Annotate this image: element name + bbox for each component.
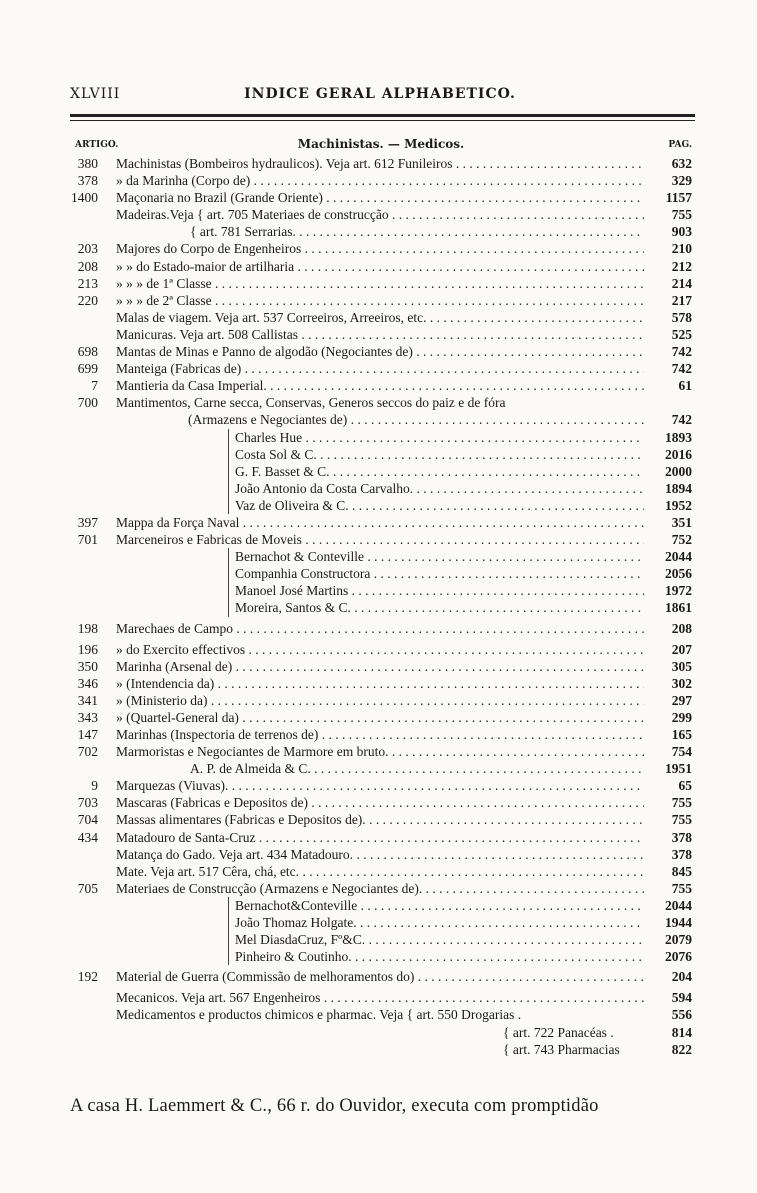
page-number: 525	[671, 326, 692, 342]
page-number: 302	[671, 675, 692, 691]
index-entry	[70, 794, 692, 811]
article-number: 7	[91, 378, 98, 394]
brace-mark	[228, 914, 235, 931]
article-number: 213	[77, 275, 98, 291]
article-number: 698	[77, 344, 98, 360]
entry-text: Matança do Gado. Veja art. 434 Matadouro. . . .	[116, 846, 644, 863]
page-number: 822	[671, 1041, 692, 1057]
entry-text: { art. 743 Pharmacias	[503, 1041, 620, 1057]
page-number: 632	[671, 156, 692, 171]
index-entry	[70, 172, 692, 189]
page-number: 1893	[665, 429, 692, 445]
entry-text: Material de Guerra (Commissão de melhoramentos do) . . .	[116, 965, 644, 989]
index-entry	[70, 275, 692, 292]
index-entry	[70, 743, 692, 760]
index-entry	[70, 480, 692, 497]
index-entry	[70, 360, 692, 377]
article-number: 341	[77, 692, 98, 708]
index-entry	[70, 394, 692, 411]
page-number: 752	[671, 532, 692, 548]
page-folio: XLVIII	[70, 86, 121, 102]
index-entry	[70, 497, 692, 514]
index-entry	[70, 1024, 692, 1041]
article-number: 380	[77, 156, 98, 171]
article-number: 434	[77, 829, 98, 845]
entry-text: » (Ministerio da) . . .	[116, 692, 644, 709]
article-number: 703	[77, 795, 98, 811]
page-number: 2079	[665, 932, 692, 948]
index-entry	[70, 377, 692, 394]
page-number: 165	[671, 727, 692, 742]
index-entry	[70, 514, 692, 531]
index-entry	[70, 617, 692, 641]
header-rule-thick	[70, 114, 695, 117]
entry-text: Machinistas (Bombeiros hydraulicos). Veja art. 612 Funileiros . . .	[116, 155, 644, 172]
brace-mark	[228, 599, 235, 616]
index-entry	[70, 897, 692, 914]
article-number: 147	[77, 727, 98, 742]
page-number: 1861	[665, 600, 692, 616]
page-number: 214	[671, 275, 692, 291]
page-number: 903	[671, 224, 692, 240]
index-entry	[70, 411, 692, 428]
brace-mark	[228, 497, 235, 514]
article-number: 705	[77, 880, 98, 896]
entry-text: Manoel José Martins . . .	[235, 582, 644, 599]
index-entry	[70, 777, 692, 794]
article-number: 701	[77, 532, 98, 548]
entry-text: Maçonaria no Brazil (Grande Oriente) . . .	[116, 189, 644, 206]
article-number: 397	[77, 514, 98, 530]
index-entry	[70, 948, 692, 965]
pag-label: PAG.	[668, 140, 692, 150]
entry-text: Companhia Constructora . . .	[235, 565, 644, 582]
entry-text: Marmoristas e Negociantes de Marmore em bruto. . . .	[116, 743, 644, 760]
page-number: 556	[671, 1007, 692, 1023]
entry-text: Mantimentos, Carne secca, Conservas, Generos seccos do paiz e de fóra	[116, 395, 506, 411]
page-number: 204	[671, 969, 692, 985]
section-title: Machinistas. — Medicos.	[297, 137, 465, 151]
brace-mark	[228, 897, 235, 914]
entry-text: Moreira, Santos & C. . . .	[235, 599, 644, 616]
entry-text: Medicamentos e productos chimicos e pharmac. Veja { art. 550 Drogarias .	[116, 1007, 522, 1023]
brace-mark	[228, 548, 235, 565]
entry-text: Marceneiros e Fabricas de Moveis . . .	[116, 531, 644, 548]
brace-mark	[228, 931, 235, 948]
article-number: 196	[77, 641, 98, 657]
entry-text: Mecanicos. Veja art. 567 Engenheiros . . .	[116, 989, 644, 1006]
page-number: 1157	[665, 190, 692, 206]
article-number: 350	[77, 658, 98, 674]
entry-text: » da Marinha (Corpo de) . . .	[116, 172, 644, 189]
article-number: 208	[77, 258, 98, 274]
article-number: 343	[77, 709, 98, 725]
page-number: 755	[671, 812, 692, 828]
page-number: 1952	[665, 497, 692, 513]
page-number: 845	[671, 863, 692, 879]
index-entry	[70, 429, 692, 446]
entry-text: G. F. Basset & C. . . .	[235, 463, 644, 480]
article-number: 9	[91, 778, 98, 794]
page-number: 299	[671, 709, 692, 725]
index-entry	[70, 1041, 692, 1058]
article-number: 702	[77, 744, 98, 760]
entry-text: Malas de viagem. Veja art. 537 Correeiros, Arreeiros, etc. . . .	[116, 309, 644, 326]
page-number: 755	[671, 880, 692, 896]
brace-mark	[228, 565, 235, 582]
entry-text: Massas alimentares (Fabricas e Depositos de). . . .	[116, 811, 644, 828]
page-number: 297	[671, 692, 692, 708]
entry-text: Bernachot & Conteville . . .	[235, 548, 644, 565]
entry-text: » do Exercito effectivos . . .	[116, 641, 644, 658]
entry-text: { art. 722 Panacéas .	[503, 1024, 614, 1040]
page-number: 2076	[665, 949, 692, 965]
index-entry	[70, 726, 692, 743]
entry-text: » » » de 2ª Classe . . .	[116, 292, 644, 309]
article-number: 704	[77, 812, 98, 828]
entry-text: Materiaes de Construcção (Armazens e Negociantes de). . . .	[116, 880, 644, 897]
page-number: 594	[671, 990, 692, 1006]
index-entry	[70, 240, 692, 257]
entry-text: » (Quartel-General da) . . .	[116, 709, 644, 726]
index-entry	[70, 206, 692, 223]
index-entry	[70, 582, 692, 599]
index-entry	[70, 343, 692, 360]
entry-text: » » » de 1ª Classe . . .	[116, 275, 644, 292]
entry-text: Manteiga (Fabricas de) . . .	[116, 360, 644, 377]
article-number: 346	[77, 675, 98, 691]
page-number: 1944	[665, 915, 692, 931]
page-number: 65	[678, 778, 692, 794]
article-number: 203	[77, 241, 98, 257]
entry-text: { art. 781 Serrarias. . . .	[190, 223, 644, 240]
page-number: 742	[671, 344, 692, 360]
page-number: 305	[671, 658, 692, 674]
entry-text: Mascaras (Fabricas e Depositos de) . . .	[116, 794, 644, 811]
entry-text: Pinheiro & Coutinho. . . .	[235, 948, 644, 965]
index-entry	[70, 309, 692, 326]
entry-text: Marechaes de Campo . . .	[116, 617, 644, 641]
brace-mark	[228, 429, 235, 446]
index-entry	[70, 863, 692, 880]
entry-text: A. P. de Almeida & C. . . .	[190, 760, 644, 777]
index-entry	[70, 811, 692, 828]
page-number: 329	[671, 173, 692, 189]
page-number: 378	[671, 829, 692, 845]
index-entry	[70, 692, 692, 709]
index-entry	[70, 965, 692, 989]
page-number: 2056	[665, 566, 692, 582]
column-header	[70, 136, 692, 152]
index-entry	[70, 531, 692, 548]
entry-text: Mappa da Força Naval . . .	[116, 514, 644, 531]
page-number: 742	[671, 412, 692, 428]
entry-text: Mel DiasdaCruz, Fº&C. . . .	[235, 931, 644, 948]
index-entry	[70, 155, 692, 172]
page-number: 212	[671, 258, 692, 274]
index-entries	[70, 155, 692, 1058]
index-entry	[70, 914, 692, 931]
page-number: 2000	[665, 463, 692, 479]
page-number: 351	[671, 514, 692, 530]
page-title: INDICE GERAL ALPHABETICO.	[244, 86, 516, 102]
index-entry	[70, 846, 692, 863]
page-number: 2044	[665, 549, 692, 565]
header-rule-thin	[70, 120, 695, 121]
page-number: 2044	[665, 897, 692, 913]
index-entry	[70, 829, 692, 846]
entry-text: Mate. Veja art. 517 Cêra, chá, etc. . . .	[116, 863, 644, 880]
entry-text: » » do Estado-maior de artilharia . . .	[116, 258, 644, 275]
page-number: 2016	[665, 446, 692, 462]
index-entry	[70, 880, 692, 897]
index-entry	[70, 675, 692, 692]
page-number: 814	[671, 1024, 692, 1040]
index-entry	[70, 292, 692, 309]
page-number: 1894	[665, 480, 692, 496]
index-entry	[70, 189, 692, 206]
entry-text: Matadouro de Santa-Cruz . . .	[116, 829, 644, 846]
index-entry	[70, 223, 692, 240]
index-entry	[70, 989, 692, 1006]
page-number: 1951	[665, 761, 692, 777]
entry-text: João Thomaz Holgate. . . .	[235, 914, 644, 931]
index-entry	[70, 709, 692, 726]
article-number: 378	[77, 173, 98, 189]
brace-mark	[228, 480, 235, 497]
page-number: 1972	[665, 583, 692, 599]
entry-text: Charles Hue . . .	[235, 429, 644, 446]
page-number: 207	[671, 641, 692, 657]
brace-mark	[228, 582, 235, 599]
article-number: 198	[77, 620, 98, 636]
page-number: 742	[671, 361, 692, 377]
entry-text: Marquezas (Viuvas). . . .	[116, 777, 644, 794]
index-entry	[70, 931, 692, 948]
entry-text: Vaz de Oliveira & C. . . .	[235, 497, 644, 514]
index-entry	[70, 258, 692, 275]
article-number: 192	[77, 969, 98, 985]
publisher-footer: A casa H. Laemmert & C., 66 r. do Ouvidor, executa com promptidão	[70, 1096, 599, 1116]
brace-mark	[228, 463, 235, 480]
index-entry	[70, 565, 692, 582]
index-entry	[70, 463, 692, 480]
entry-text: Marinhas (Inspectoria de terrenos de) . . .	[116, 726, 644, 743]
index-entry	[70, 548, 692, 565]
entry-text: Mantas de Minas e Panno de algodão (Negociantes de) . . .	[116, 343, 644, 360]
entry-text: Manicuras. Veja art. 508 Callistas . . .	[116, 326, 644, 343]
index-entry	[70, 760, 692, 777]
entry-text: Marinha (Arsenal de) . . .	[116, 658, 644, 675]
entry-text: Mantieria da Casa Imperial. . . .	[116, 377, 644, 394]
brace-mark	[228, 948, 235, 965]
index-entry	[70, 1006, 692, 1023]
article-number: 1400	[71, 190, 98, 206]
article-number: 220	[77, 292, 98, 308]
running-header	[70, 86, 690, 106]
page-number: 61	[678, 378, 692, 394]
index-entry	[70, 326, 692, 343]
entry-text: (Armazens e Negociantes de) . . .	[188, 411, 644, 428]
entry-text: » (Intendencia da) . . .	[116, 675, 644, 692]
index-entry	[70, 641, 692, 658]
index-entry	[70, 658, 692, 675]
page-number: 208	[671, 620, 692, 636]
page-number: 755	[671, 207, 692, 223]
page-number: 578	[671, 309, 692, 325]
article-number: 699	[77, 361, 98, 377]
entry-text: Costa Sol & C. . . .	[235, 446, 644, 463]
artigo-label: ARTIGO.	[75, 140, 119, 150]
entry-text: Bernachot&Conteville . . .	[235, 897, 644, 914]
brace-mark	[228, 446, 235, 463]
page-number: 754	[671, 744, 692, 760]
page-number: 378	[671, 846, 692, 862]
page-number: 210	[671, 241, 692, 257]
page-number: 217	[671, 292, 692, 308]
index-entry	[70, 446, 692, 463]
entry-text: João Antonio da Costa Carvalho. . . .	[235, 480, 644, 497]
page-number: 755	[671, 795, 692, 811]
index-entry	[70, 599, 692, 616]
entry-text: Majores do Corpo de Engenheiros . . .	[116, 240, 644, 257]
article-number: 700	[77, 395, 98, 411]
entry-text: Madeiras.Veja { art. 705 Materiaes de construcção . . .	[116, 206, 644, 223]
